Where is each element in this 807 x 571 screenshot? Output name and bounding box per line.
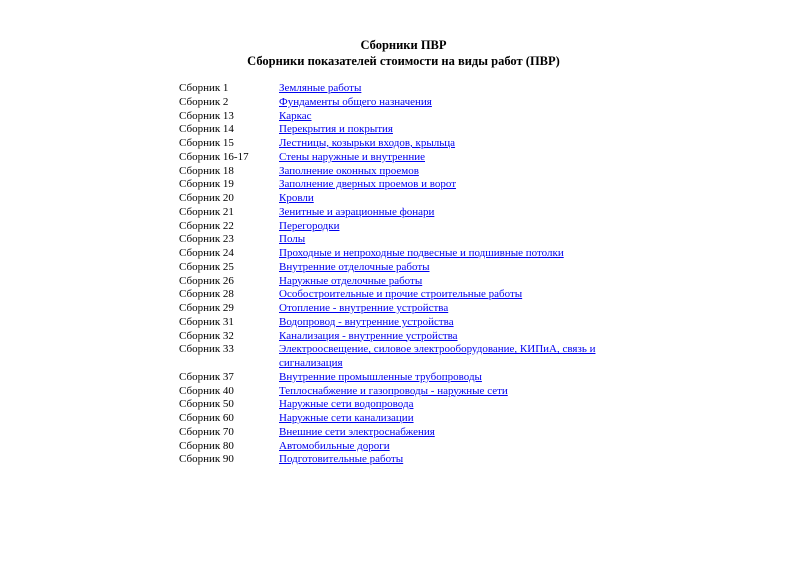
- collection-link[interactable]: Автомобильные дороги: [279, 439, 390, 452]
- collection-code: Сборник 19: [179, 178, 234, 191]
- collection-code: Сборник 70: [179, 425, 234, 438]
- collection-code: Сборник 14: [179, 123, 234, 136]
- list-item: [179, 453, 619, 467]
- collection-link[interactable]: Наружные отделочные работы: [279, 274, 423, 287]
- list-item: [179, 302, 619, 316]
- collection-code: Сборник 13: [179, 109, 234, 122]
- collection-link[interactable]: Заполнение дверных проемов и ворот: [279, 178, 457, 191]
- collection-code: Сборник 24: [179, 247, 234, 259]
- list-item: [179, 123, 619, 137]
- collection-link[interactable]: Особостроительные и прочие строительные работы: [279, 288, 523, 301]
- collection-link[interactable]: Проходные и непроходные подвесные и подшивные потолки: [279, 247, 564, 259]
- collection-link[interactable]: Перегородки: [279, 219, 340, 232]
- list-item: [179, 233, 619, 247]
- list-item: [179, 398, 619, 412]
- list-item: [179, 220, 619, 234]
- collection-list: [179, 82, 619, 467]
- list-item: [179, 96, 619, 110]
- list-item: [179, 178, 619, 192]
- collection-link[interactable]: Перекрытия и покрытия: [279, 123, 393, 136]
- collection-code: Сборник 80: [179, 439, 234, 452]
- list-item: [179, 206, 619, 220]
- list-item: [179, 192, 619, 206]
- collection-code: Сборник 90: [179, 453, 234, 466]
- list-item: [179, 165, 619, 179]
- collection-link[interactable]: Заполнение оконных проемов: [279, 164, 419, 177]
- collection-code: Сборник 28: [179, 288, 234, 301]
- collection-link[interactable]: Теплоснабжение и газопроводы - наружные сети: [279, 384, 508, 397]
- collection-code: Сборник 18: [179, 164, 234, 177]
- list-item: [179, 371, 619, 385]
- collection-code: Сборник 21: [179, 205, 234, 218]
- collection-code: Сборник 32: [179, 329, 234, 342]
- collection-link[interactable]: Внутренние промышленные трубопроводы: [279, 370, 482, 383]
- collection-link[interactable]: Наружные сети канализации: [279, 412, 414, 424]
- collection-code: Сборник 25: [179, 260, 234, 273]
- collection-code: Сборник 33: [179, 343, 234, 356]
- collection-link[interactable]: Наружные сети водопровода: [279, 398, 414, 411]
- list-item: [179, 261, 619, 275]
- collection-link[interactable]: Отопление - внутренние устройства: [279, 302, 449, 314]
- collection-link[interactable]: Электроосвещение, силовое электрооборудование, КИПиА, связь и сигнализация: [279, 343, 596, 369]
- page-subtitle: Сборники показателей стоимости на виды работ (ПВР): [247, 54, 560, 68]
- list-item: [179, 330, 619, 344]
- collection-code: Сборник 2: [179, 95, 229, 108]
- collection-link[interactable]: Лестницы, козырьки входов, крыльца: [279, 137, 456, 149]
- list-item: [179, 275, 619, 289]
- list-item: [179, 343, 619, 371]
- list-item: [179, 247, 619, 261]
- list-item: [179, 412, 619, 426]
- collection-link[interactable]: Внутренние отделочные работы: [279, 260, 430, 273]
- collection-link[interactable]: Стены наружные и внутренние: [279, 150, 425, 163]
- collection-link[interactable]: Полы: [279, 233, 306, 246]
- collection-code: Сборник 40: [179, 384, 234, 397]
- collection-code: Сборник 31: [179, 315, 234, 328]
- list-item: [179, 137, 619, 151]
- collection-code: Сборник 1: [179, 82, 229, 94]
- list-item: [179, 426, 619, 440]
- collection-code: Сборник 37: [179, 370, 234, 383]
- collection-code: Сборник 60: [179, 412, 234, 424]
- collection-link[interactable]: Водопровод - внутренние устройства: [279, 315, 454, 328]
- collection-link[interactable]: Канализация - внутренние устройства: [279, 329, 458, 342]
- collection-code: Сборник 15: [179, 137, 234, 149]
- collection-code: Сборник 20: [179, 192, 234, 204]
- collection-code: Сборник 29: [179, 302, 234, 314]
- collection-link[interactable]: Каркас: [279, 109, 312, 122]
- collection-link[interactable]: Зенитные и аэрационные фонари: [279, 205, 435, 218]
- list-item: [179, 316, 619, 330]
- collection-link[interactable]: Внешние сети электроснабжения: [279, 425, 435, 438]
- list-item: [179, 440, 619, 454]
- collection-code: Сборник 22: [179, 219, 234, 232]
- collection-link[interactable]: Фундаменты общего назначения: [279, 95, 432, 108]
- list-item: [179, 82, 619, 96]
- list-item: [179, 151, 619, 165]
- list-item: [179, 110, 619, 124]
- collection-code: Сборник 26: [179, 274, 234, 287]
- title-block: [0, 37, 807, 69]
- list-item: [179, 385, 619, 399]
- collection-link[interactable]: Кровли: [279, 192, 314, 204]
- list-item: [179, 288, 619, 302]
- collection-code: Сборник 50: [179, 398, 234, 411]
- collection-code: Сборник 16-17: [179, 150, 249, 163]
- collection-link[interactable]: Подготовительные работы: [279, 453, 404, 466]
- page-title: Сборники ПВР: [360, 38, 447, 52]
- collection-link[interactable]: Земляные работы: [279, 82, 362, 94]
- collection-code: Сборник 23: [179, 233, 234, 246]
